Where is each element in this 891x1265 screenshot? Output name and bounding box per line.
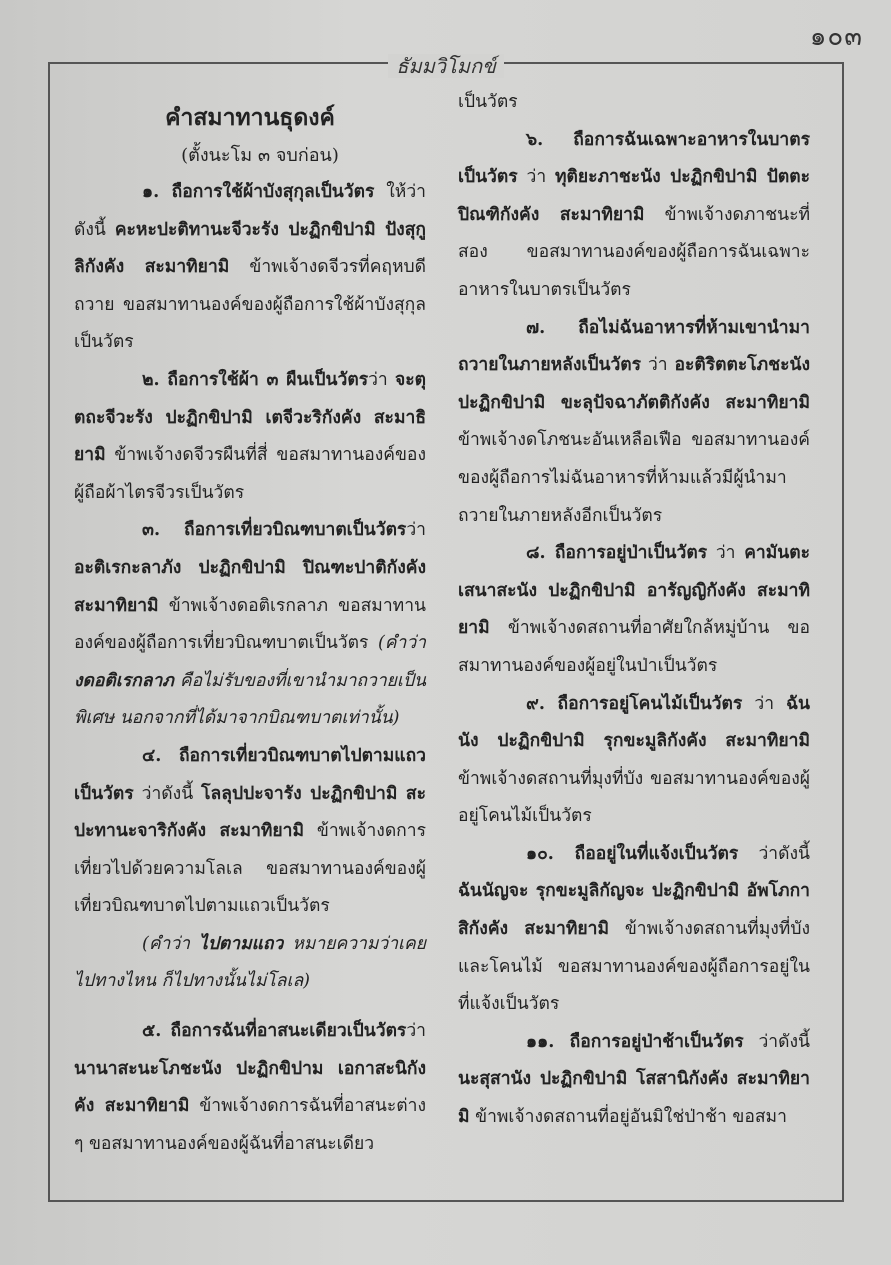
running-header-text: ธัมมวิโมกข์ <box>388 54 504 78</box>
translation-text: ข้าพเจ้างดภาชนะที่สอง ขอสมาทานองค์ของผู้ถือการฉันเฉพาะอาหารในบาตรเป็นวัตร <box>458 204 811 300</box>
section-title: คำสมาทานธุดงค์ <box>165 104 335 131</box>
text-frame <box>48 54 844 1202</box>
vow-heading: ๘. ถือการอยู่ป่าเป็นวัตร <box>526 543 708 564</box>
translation-text: ข้าพเจ้างดสถานที่มุงที่บังและโคนไม้ ขอสมาทานองค์ของผู้ถือการอยู่ในที่แจ้งเป็นวัตร <box>458 919 810 1015</box>
vow-paragraph-5: ๕. ถือการฉันที่อาสนะเดียวเป็นวัตรว่า นานาสะนะโภชะนัง ปะฏิกขิปาม เอกาสะนิกังคัง สะมาทิยามิ ข้าพเจ้างดการฉันที่อาสนะต่าง ๆ ขอสมาทานองค์ของผู้ฉันที่อาสนะเดียว <box>74 1021 426 1154</box>
vow-heading: ๕. ถือการฉันที่อาสนะเดียวเป็นวัตร <box>142 1021 407 1042</box>
pali-text: คะหะปะติทานะจีวะรัง ปะฏิกขิปามิ ปังสุกูลิกังคัง สะมาทิยามิ <box>74 219 427 278</box>
vow-paragraph-11: ๑๑. ถือการอยู่ป่าช้าเป็นวัตร ว่าดังนี้ นะสุสานัง ปะฏิกขิปามิ โสสานิกังคัง สะมาทิยามิ ข้าพเจ้างดสถานที่อยู่อันมิใช่ป่าช้า ขอสมา <box>458 1031 810 1128</box>
note-term: ไปตามแถว <box>199 933 284 954</box>
vow-paragraph-2: ๒. ถือการใช้ผ้า ๓ ผืนเป็นวัตรว่า จะตุตถะจีวะรัง ปะฏิกขิปามิ เตจีวะริกังคัง สะมาธิยามิ ข้าพเจ้างดจีวรผืนที่สี่ ขอสมาทานองค์ของผู้ถือผ้าไตรจีวรเป็นวัตร <box>74 369 426 503</box>
translation-text: ข้าพเจ้างดการฉันที่อาสนะต่าง ๆ ขอสมาทานองค์ของผู้ฉันที่อาสนะเดียว <box>74 1096 426 1154</box>
vow-heading: ๒. ถือการใช้ผ้า ๓ ผืนเป็นวัตร <box>142 369 369 390</box>
vow-heading: ๑. ถือการใช้ผ้าบังสุกุลเป็นวัตร <box>142 182 375 202</box>
note-term: งดอติเรกลาภ <box>74 670 174 691</box>
vow-paragraph-9: ๙. ถือการอยู่โคนไม้เป็นวัตร ว่า ฉันนัง ปะฏิกขิปามิ รุกขะมูลิกังคัง สะมาทิยามิ ข้าพเจ้างดสถานที่มุงที่บัง ขอสมาทานองค์ของผู้อยู่โคนไม้เป็นวัตร <box>458 693 811 827</box>
running-header <box>50 50 842 82</box>
vow-heading: ๖. ถือการฉันเฉพาะอาหารในบาตรเป็นวัตร <box>458 129 810 188</box>
vow-note-4 <box>74 926 426 1001</box>
vow-paragraph-1: ๑. ถือการใช้ผ้าบังสุกุลเป็นวัตร ให้ว่าดังนี้ คะหะปะติทานะจีวะรัง ปะฏิกขิปามิ ปังสุกูลิกังคัง สะมาทิยามิ ข้าพเจ้างดจีวรที่คฤหบดีถวาย ขอสมาทานองค์ของผู้ถือการใช้ผ้าบังสุกุลเป็นวัตร <box>74 182 427 353</box>
translation-text: ข้าพเจ้างดสถานที่อาศัยใกล้หมู่บ้าน ขอสมาทานองค์ของผู้อยู่ในป่าเป็นวัตร <box>458 618 810 676</box>
vow-heading: ๑๑. ถือการอยู่ป่าช้าเป็นวัตร <box>526 1031 744 1052</box>
pali-text: อะติเรกะลาภัง ปะฏิกขิปามิ ปิณฑะปาติกังคัง สะมาทิยามิ <box>74 557 426 616</box>
vow-paragraph-4: ๔. ถือการเที่ยวบิณฑบาตไปตามแถวเป็นวัตร ว่าดังนี้ โลลุปปะจารัง ปะฏิกขิปามิ สะปะทานะจาริกังคัง สะมาทิยามิ ข้าพเจ้างดการเที่ยวไปด้วยความโลเล ขอสมาทานองค์ของผู้เที่ยวบิณฑบาตไปตามแถวเป็นวัตร <box>74 745 427 917</box>
vow-paragraph-8: ๘. ถือการอยู่ป่าเป็นวัตร ว่า คามันตะเสนาสะนัง ปะฏิกขิปามิ อารัญญิกังคัง สะมาทิยามิ ข้าพเจ้างดสถานที่อาศัยใกล้หมู่บ้าน ขอสมาทานองค์ของผู้อยู่ในป่าเป็นวัตร <box>458 543 810 676</box>
translation-text: ข้าพเจ้างดการเที่ยวไปด้วยความโลเล ขอสมาทานองค์ของผู้เที่ยวบิณฑบาตไปตามแถวเป็นวัตร <box>74 821 427 917</box>
note-text: หมายความว่าเคยไปทางไหน ก็ไปทางนั้นไม่โลเล) <box>74 933 426 992</box>
page-number: ๑๐๓ <box>809 22 863 52</box>
paragraph-gap <box>74 1001 426 1013</box>
pali-text: ทุติยะภาชะนัง ปะฏิกขิปามิ ปัตตะปิณฑิกังคัง สะมาทิยามิ <box>458 167 810 225</box>
vow-paragraph-6: ๖. ถือการฉันเฉพาะอาหารในบาตรเป็นวัตร ว่า ทุติยะภาชะนัง ปะฏิกขิปามิ ปัตตะปิณฑิกังคัง สะมาทิยามิ ข้าพเจ้างดภาชนะที่สอง ขอสมาทานองค์ของผู้ถือการฉันเฉพาะอาหารในบาตรเป็นวัตร <box>458 129 811 300</box>
vow-heading: ๑๐. ถืออยู่ในที่แจ้งเป็นวัตร <box>526 843 739 864</box>
vow-paragraph-7: ๗. ถือไม่ฉันอาหารที่ห้ามเขานำมาถวายในภายหลังเป็นวัตร ว่า อะติริตตะโภชะนัง ปะฏิกขิปามิ ขะลุปัจฉาภัตติกังคัง สะมาทิยามิ ข้าพเจ้างดโภชนะอันเหลือเฟือ ขอสมาทานองค์ของผู้ถือการไม่ฉันอาหารที่ห้ามแล้วมีผู้นำมาถวายในภายหลังอีกเป็นวัตร <box>458 317 810 526</box>
left-column <box>74 84 426 1163</box>
pali-text: นานาสะนะโภชะนัง ปะฏิกขิปาม เอกาสะนิกังคัง สะมาทิยามิ <box>74 1058 426 1117</box>
vow-heading: ๗. ถือไม่ฉันอาหารที่ห้ามเขานำมาถวายในภายหลังเป็นวัตร <box>458 317 810 376</box>
pali-text: โลลุปปะจารัง ปะฏิกขิปามิ สะปะทานะจาริกังคัง สะมาทิยามิ <box>74 783 427 842</box>
translation-text: ข้าพเจ้างดโภชนะอันเหลือเฟือ ขอสมาทานองค์ของผู้ถือการไม่ฉันอาหารที่ห้ามแล้วมีผู้นำมาถวายในภายหลังอีกเป็นวัตร <box>458 430 810 526</box>
pali-text: นะสุสานัง ปะฏิกขิปามิ โสสานิกังคัง สะมาทิยามิ <box>458 1069 810 1128</box>
translation-text: ข้าพเจ้างดจีวรที่คฤหบดีถวาย ขอสมาทานองค์ของผู้ถือการใช้ผ้าบังสุกุลเป็นวัตร <box>74 257 426 353</box>
note-text: (คำว่า <box>142 933 200 954</box>
vow-heading: ๙. ถือการอยู่โคนไม้เป็นวัตร <box>526 693 743 714</box>
section-subtitle: (ตั้งนะโม ๓ จบก่อน) <box>181 145 339 166</box>
vow-heading: ๔. ถือการเที่ยวบิณฑบาตไปตามแถวเป็นวัตร <box>74 745 426 804</box>
pali-text: จะตุตถะจีวะรัง ปะฏิกขิปามิ เตจีวะริกังคัง สะมาธิยามิ <box>74 369 426 466</box>
note-text: คือไม่รับของที่เขานำมาถวายเป็นพิเศษ นอกจากที่ได้มาจากบิณฑบาตเท่านั้น) <box>74 670 426 729</box>
translation-text: ข้าพเจ้างดอติเรกลาภ ขอสมาทานองค์ของผู้ถือการเที่ยวบิณฑบาตเป็นวัตร <box>74 595 426 654</box>
pali-text: ฉันนัญจะ รุกขะมูลิกัญจะ ปะฏิกขิปามิ อัพโภกาสิกังคัง สะมาทิยามิ <box>458 881 810 940</box>
pali-text: ฉันนัง ปะฏิกขิปามิ รุกขะมูลิกังคัง สะมาทิยามิ <box>458 693 811 752</box>
vow-heading: ๓. ถือการเที่ยวบิณฑบาตเป็นวัตร <box>142 520 407 541</box>
pali-text: คามันตะเสนาสะนัง ปะฏิกขิปามิ อารัญญิกังคัง สะมาทิยามิ <box>458 543 810 639</box>
vow-paragraph-10: ๑๐. ถืออยู่ในที่แจ้งเป็นวัตร ว่าดังนี้ ฉันนัญจะ รุกขะมูลิกัญจะ ปะฏิกขิปามิ อัพโภกาสิกังคัง สะมาทิยามิ ข้าพเจ้างดสถานที่มุงที่บังและโคนไม้ ขอสมาทานองค์ของผู้ถือการอยู่ในที่แจ้งเป็นวัตร <box>458 843 810 1015</box>
vow-paragraph-3: ๓. ถือการเที่ยวบิณฑบาตเป็นวัตรว่า อะติเรกะลาภัง ปะฏิกขิปามิ ปิณฑะปาติกังคัง สะมาทิยามิ ข้าพเจ้างดอติเรกลาภ ขอสมาทานองค์ของผู้ถือการเที่ยวบิณฑบาตเป็นวัตร (คำว่า งดอติเรกลาภ คือไม่รับของที่เขานำมาถวายเป็นพิเศษ นอกจากที่ได้มาจากบิณฑบาตเท่านั้น) <box>74 520 426 729</box>
right-column <box>458 84 810 1137</box>
continuation-text: เป็นวัตร <box>458 92 518 112</box>
pali-text: อะติริตตะโภชะนัง ปะฏิกขิปามิ ขะลุปัจฉาภัตติกังคัง สะมาทิยามิ <box>458 355 810 413</box>
note-text: (คำว่า <box>377 633 426 654</box>
translation-text: ข้าพเจ้างดสถานที่มุงที่บัง ขอสมาทานองค์ของผู้อยู่โคนไม้เป็นวัตร <box>458 768 810 827</box>
translation-text: ข้าพเจ้างดจีวรผืนที่สี่ ขอสมาทานองค์ของผู้ถือผ้าไตรจีวรเป็นวัตร <box>74 445 426 503</box>
translation-text: ข้าพเจ้างดสถานที่อยู่อันมิใช่ป่าช้า ขอสมา <box>469 1107 787 1128</box>
